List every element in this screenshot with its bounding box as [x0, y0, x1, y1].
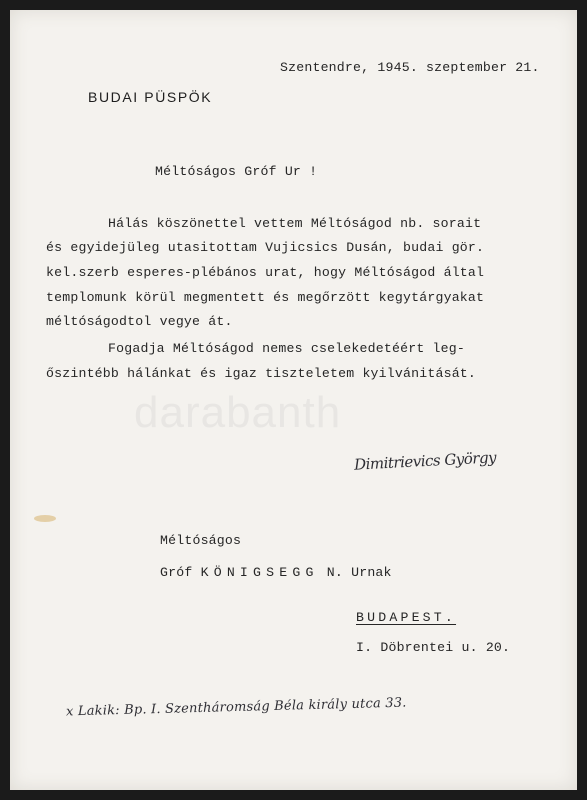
body-line-7: őszintébb hálánkat és igaz tiszteletem kyilvánitását.: [46, 366, 477, 381]
watermark: darabanth: [134, 388, 342, 437]
paper-stain: [34, 515, 56, 522]
body-line-5: méltóságodtol vegye át.: [46, 314, 233, 329]
signature: Dimitrievics György: [353, 448, 497, 474]
address-city: BUDAPEST.: [356, 610, 457, 625]
handwritten-note: x Lakik: Bp. I. Szentháromság Béla király utca 33.: [65, 695, 407, 720]
address-street: I. Döbrentei u. 20.: [356, 640, 511, 655]
body-line-1: Hálás köszönettel vettem Méltóságod nb. sorait: [108, 216, 482, 231]
letter-page: [10, 10, 577, 790]
body-line-6: Fogadja Méltóságod nemes cselekedetéért leg-: [108, 341, 466, 356]
address-name-suffix: N. Urnak: [326, 565, 392, 580]
body-line-4: templomunk körül megmentett és megőrzött kegytárgyakat: [46, 290, 485, 305]
letterhead: BUDAI PÜSPÖK: [88, 89, 213, 105]
address-name-prefix: Gróf: [160, 565, 193, 580]
body-line-2: és egyidejüleg utasitottam Vujicsics Dusán, budai gör.: [46, 240, 485, 255]
address-name: [160, 565, 392, 580]
address-honorific: Méltóságos: [160, 533, 242, 548]
address-name-spaced: KÖNIGSEGG: [200, 565, 319, 580]
place-date: Szentendre, 1945. szeptember 21.: [280, 60, 540, 75]
body-line-3: kel.szerb esperes-plébános urat, hogy Méltóságod által: [46, 265, 485, 280]
salutation: Méltóságos Gróf Ur !: [155, 164, 318, 179]
